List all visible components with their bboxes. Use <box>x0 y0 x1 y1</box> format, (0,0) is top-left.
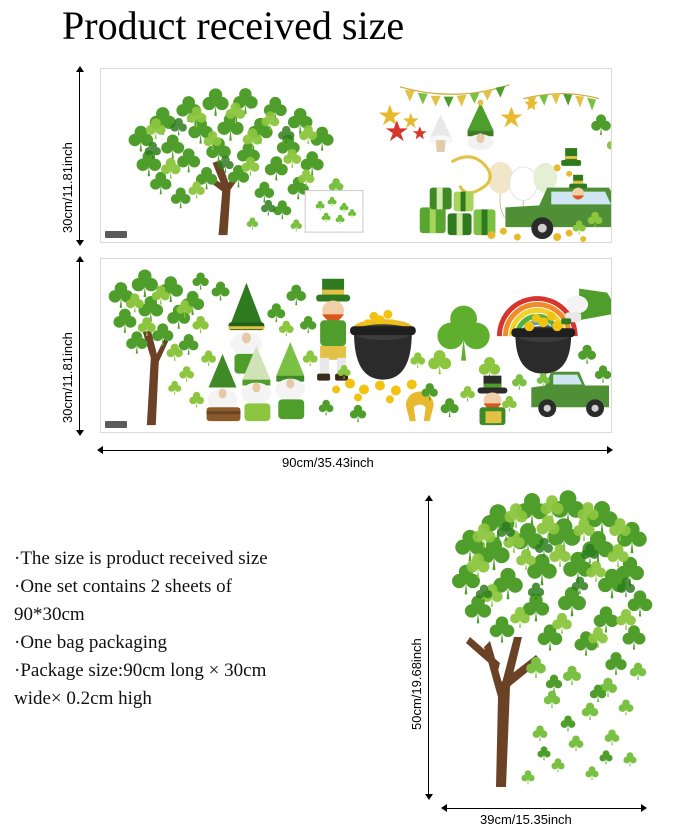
sheet1-height-arrow-bottom <box>76 240 84 246</box>
sheets-width-arrow-right <box>607 446 613 454</box>
large-tree-decal <box>440 487 670 797</box>
tree-width-arrow-left <box>441 804 447 812</box>
sheets-width-line <box>102 450 610 451</box>
sheet-2-panel <box>100 258 612 433</box>
sheet-1-artwork <box>101 69 611 242</box>
tree-height-line <box>428 500 429 796</box>
sheets-width-label: 90cm/35.43inch <box>282 455 374 470</box>
bullet-line-4: ·One bag packaging <box>14 632 167 653</box>
sheet1-height-line <box>79 70 80 242</box>
sheet-2-tab <box>105 421 127 428</box>
sheets-width-arrow-left <box>97 446 103 454</box>
sheet2-height-arrow-top <box>76 256 84 262</box>
sheet2-height-label: 30cm/11.81inch <box>60 332 75 423</box>
bullet-line-3: 90*30cm <box>14 604 85 625</box>
tree-height-arrow-bottom <box>425 794 433 800</box>
tree-height-label: 50cm/19.68inch <box>409 638 424 730</box>
tree-width-arrow-right <box>641 804 647 812</box>
bullet-line-1: ·The size is product received size <box>14 548 268 569</box>
sheet-1-panel <box>100 68 612 243</box>
large-tree-artwork <box>440 487 670 797</box>
bullet-line-5: ·Package size:90cm long × 30cm <box>14 660 267 681</box>
bullet-line-2: ·One set contains 2 sheets of <box>14 576 232 597</box>
tree-width-label: 39cm/15.35inch <box>480 812 572 827</box>
page-title: Product received size <box>62 3 405 48</box>
sheet2-height-line <box>79 260 80 432</box>
sheet-2-artwork <box>101 259 611 432</box>
tree-width-line <box>446 808 644 809</box>
sheet-1-tab <box>105 231 127 238</box>
product-details-list <box>14 545 404 713</box>
bullet-line-6: wide× 0.2cm high <box>14 688 152 709</box>
sheet2-height-arrow-bottom <box>76 430 84 436</box>
sheet1-height-label: 30cm/11.81inch <box>60 142 75 233</box>
sheet1-height-arrow-top <box>76 66 84 72</box>
tree-height-arrow-top <box>425 495 433 501</box>
